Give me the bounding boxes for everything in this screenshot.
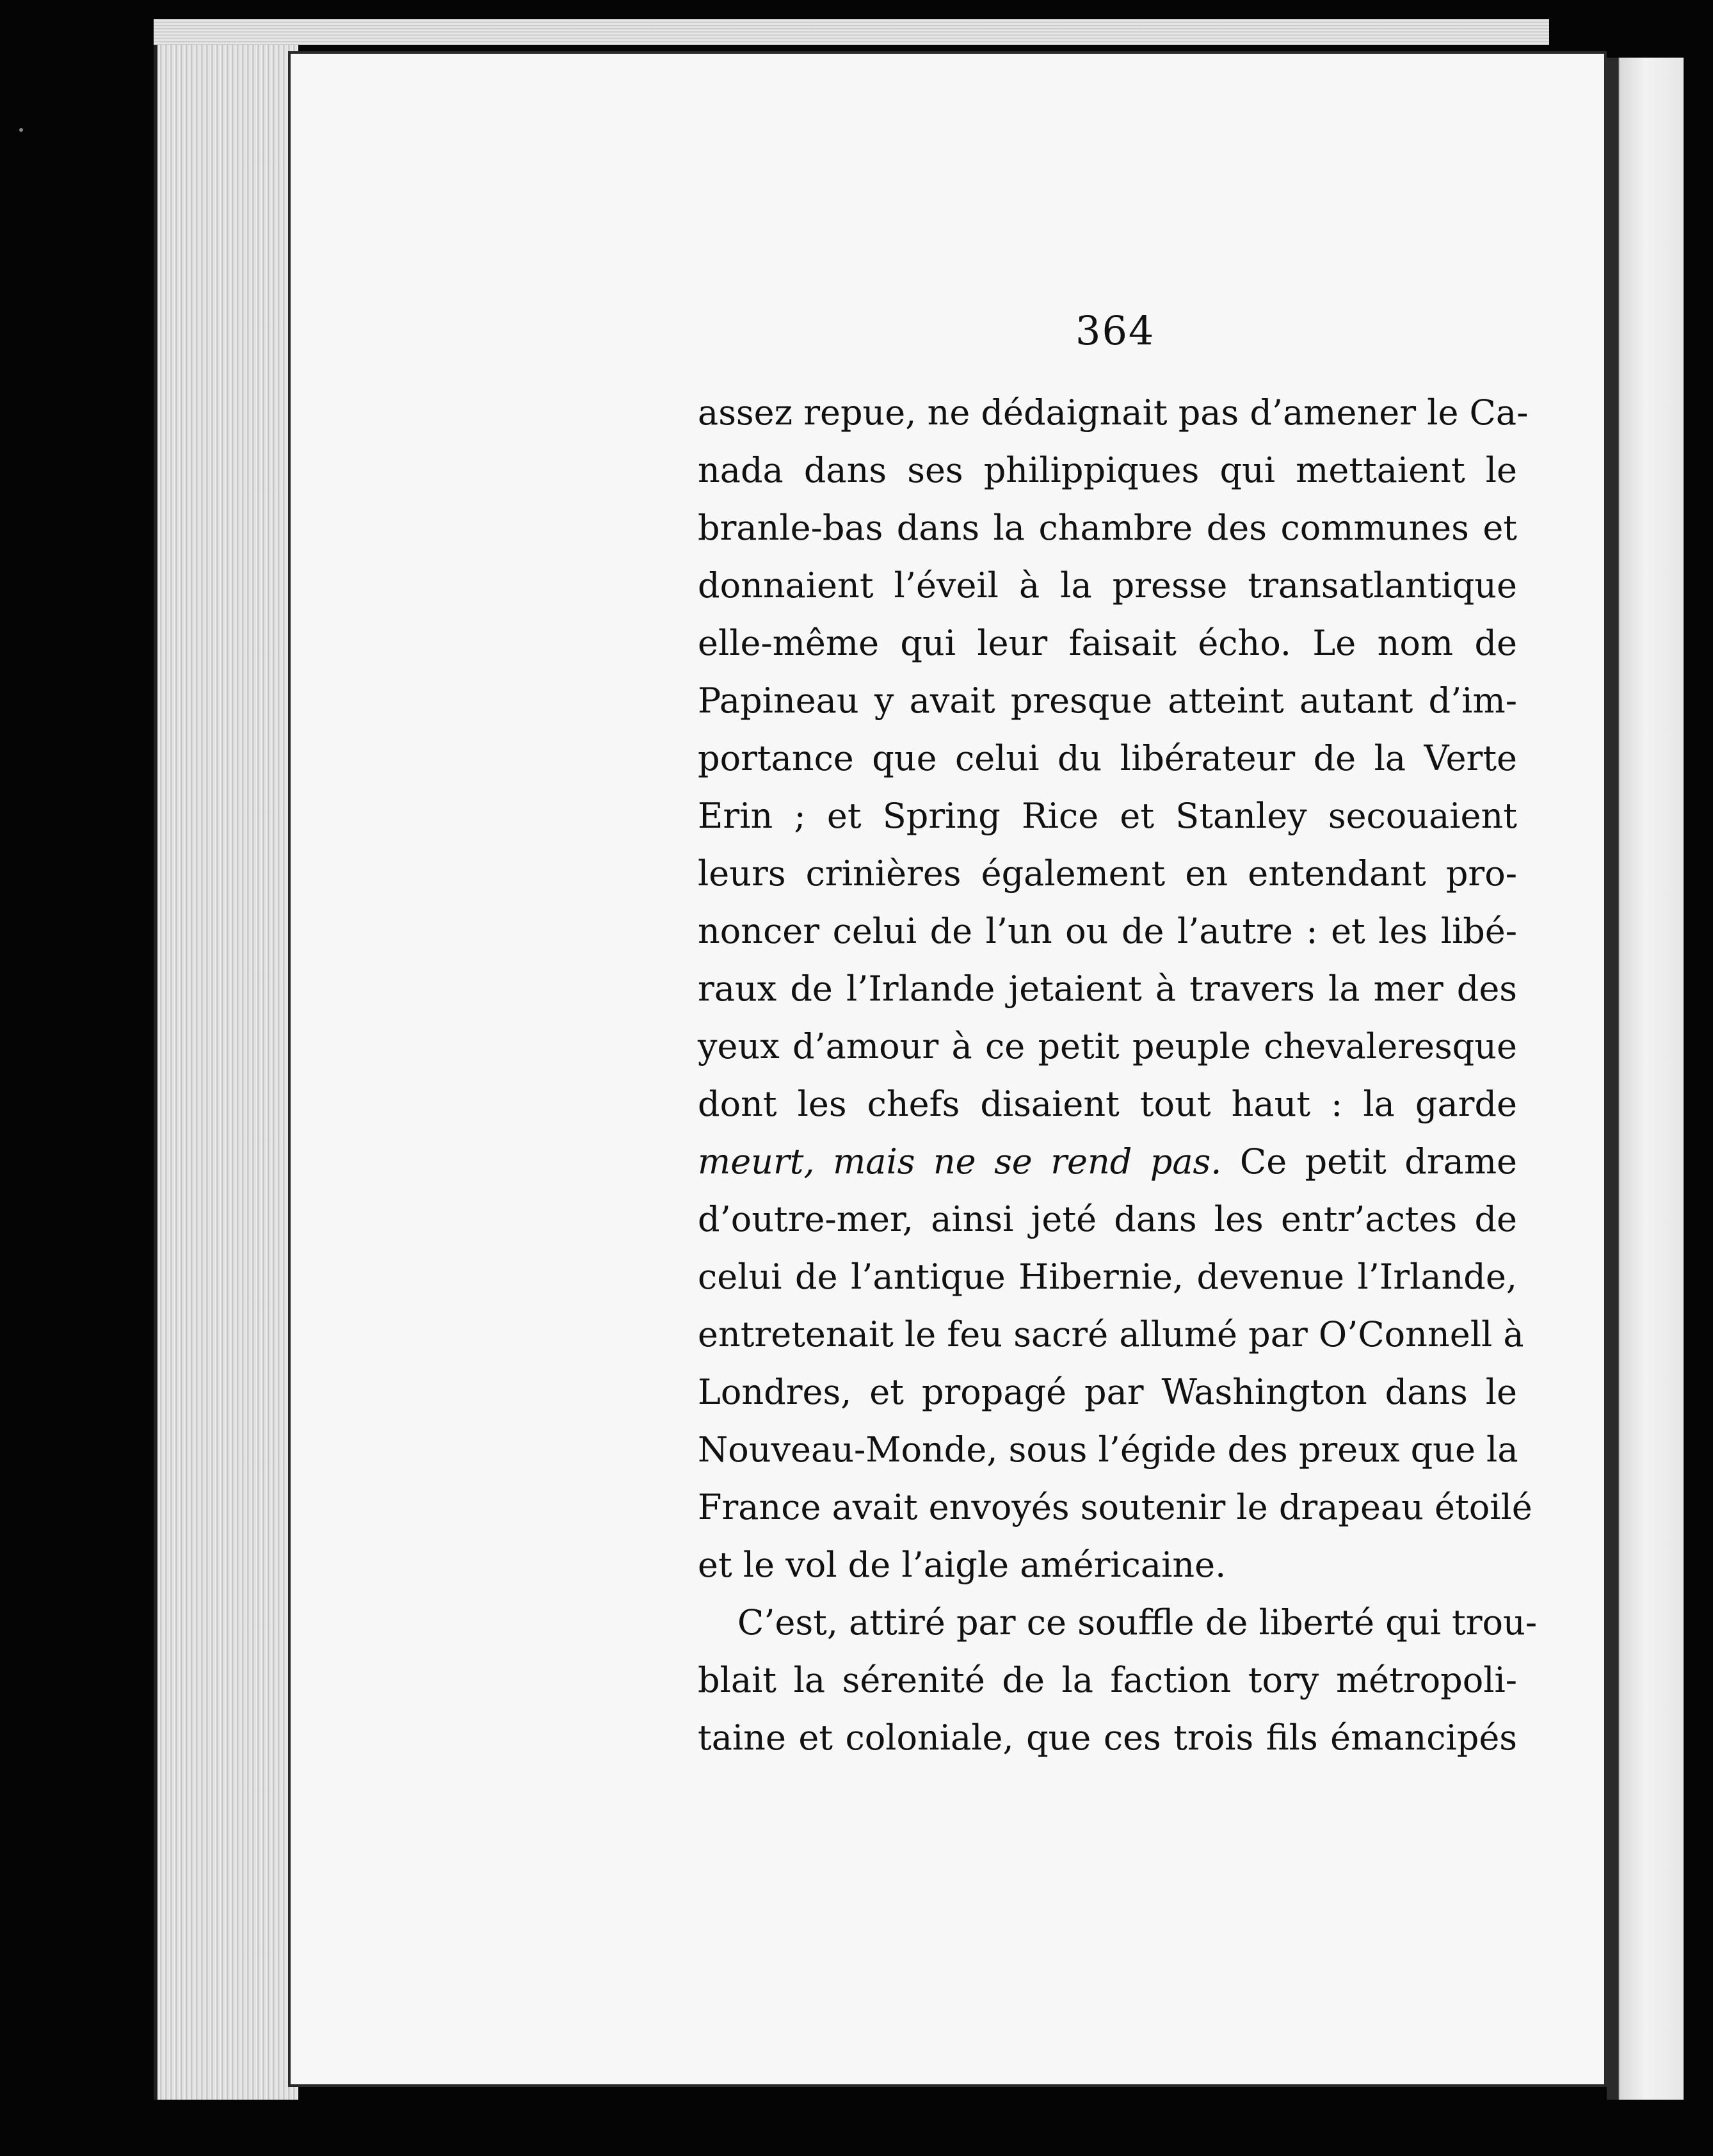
text-line: et le vol de l’aigle américaine. [698,1545,1226,1585]
text-line: entretenait le feu sacré allumé par O’Connell à [698,1314,1524,1355]
book-page-stack [154,19,298,2100]
paragraph-start-line: C’est, attiré par ce souffle de liberté qui trou- [737,1602,1538,1643]
text-line: France avait envoyés soutenir le drapeau étoilé [698,1487,1532,1527]
text-line: portance que celui du libérateur de la Verte [698,738,1517,778]
body-text [698,384,1538,1767]
text-line: yeux d’amour à ce petit peuple chevaleresque [698,1026,1517,1066]
text-line: branle-bas dans la chambre des communes et [698,508,1517,548]
text-line: Londres, et propagé par Washington dans le [698,1372,1517,1412]
text-line: celui de l’antique Hibernie, devenue l’Irlande, [698,1257,1517,1297]
text-line: leurs crinières également en entendant pro- [698,853,1517,894]
book-page-stack-top [154,19,1549,45]
text-line: assez repue, ne dédaignait pas d’amener le Ca- [698,392,1529,433]
italic-phrase: meurt, mais ne se rend pas. [698,1141,1222,1182]
text-line: nada dans ses philippiques qui mettaient le [698,450,1517,490]
text-line: raux de l’Irlande jetaient à travers la mer des [698,969,1517,1009]
text-line: donnaient l’éveil à la presse transatlantique [698,565,1517,606]
text-line-italic [698,1133,1517,1191]
text-line-rest: Ce petit drame [1239,1141,1517,1182]
text-line: blait la sérenité de la faction tory métropoli- [698,1660,1517,1700]
facing-page-edge [1607,58,1684,2100]
text-line: d’outre-mer, ainsi jeté dans les entr’actes de [698,1199,1517,1239]
text-line: taine et coloniale, que ces trois fils émancipés [698,1718,1517,1758]
text-line: dont les chefs disaient tout haut : la garde [698,1084,1517,1124]
text-line: elle-même qui leur faisait écho. Le nom de [698,623,1517,663]
scan-speck [19,128,23,132]
page-number: 364 [1075,307,1155,354]
text-line: noncer celui de l’un ou de l’autre : et les libé- [698,911,1517,951]
text-line: Nouveau-Monde, sous l’égide des preux que la [698,1429,1518,1470]
text-line: Papineau y avait presque atteint autant d’im- [698,680,1517,721]
text-line: Erin ; et Spring Rice et Stanley secouaient [698,796,1517,836]
